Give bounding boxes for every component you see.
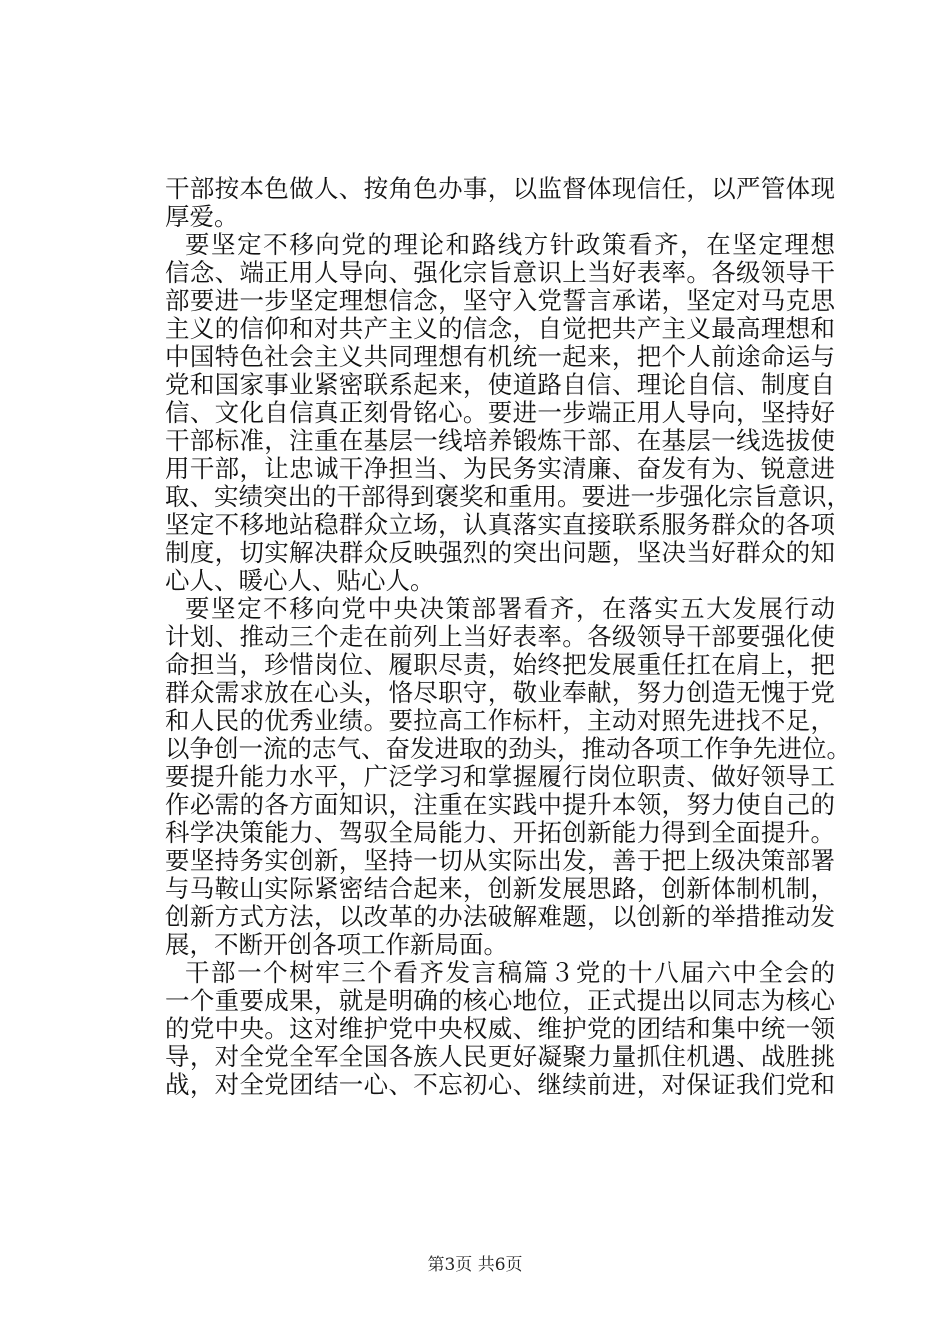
text-line: 坚定不移地站稳群众立场，认真落实直接联系服务群众的各项	[165, 510, 835, 539]
text-line: 要提升能力水平，广泛学习和掌握履行岗位职责、做好领导工	[165, 762, 835, 791]
text-line: 干部标准，注重在基层一线培养锻炼干部、在基层一线选拔使	[165, 426, 835, 455]
text-line: 以争创一流的志气、奋发进取的劲头，推动各项工作争先进位。	[165, 734, 851, 763]
text-line: 党和国家事业紧密联系起来，使道路自信、理论自信、制度自	[165, 370, 835, 399]
text-line: 战，对全党团结一心、不忘初心、继续前进，对保证我们党和	[165, 1070, 835, 1099]
text-line: 信、文化自信真正刻骨铭心。要进一步端正用人导向，坚持好	[165, 398, 835, 427]
text-line: 心人、暖心人、贴心人。	[165, 566, 435, 595]
text-line: 展，不断开创各项工作新局面。	[165, 930, 508, 959]
text-line: 和人民的优秀业绩。要拉高工作标杆，主动对照先进找不足，	[165, 706, 835, 735]
text-line: 厚爱。	[165, 202, 239, 231]
text-line: 要坚持务实创新，坚持一切从实际出发，善于把上级决策部署	[165, 846, 835, 875]
text-line: 用干部，让忠诚干净担当、为民务实清廉、奋发有为、锐意进	[165, 454, 835, 483]
text-line: 计划、推动三个走在前列上当好表率。各级领导干部要强化使	[165, 622, 835, 651]
text-line: 作必需的各方面知识，注重在实践中提升本领，努力使自己的	[165, 790, 835, 819]
text-line: 导，对全党全军全国各族人民更好凝聚力量抓住机遇、战胜挑	[165, 1042, 835, 1071]
text-line: 群众需求放在心头，恪尽职守，敬业奉献，努力创造无愧于党	[165, 678, 835, 707]
text-line: 命担当，珍惜岗位、履职尽责，始终把发展重任扛在肩上，把	[165, 650, 835, 679]
text-line: 与马鞍山实际紧密结合起来，创新发展思路，创新体制机制，	[165, 874, 835, 903]
text-line: 干部一个树牢三个看齐发言稿篇３党的十八届六中全会的	[185, 958, 835, 987]
text-line: 科学决策能力、驾驭全局能力、开拓创新能力得到全面提升。	[165, 818, 835, 847]
paragraph	[165, 594, 851, 959]
text-line: 一个重要成果，就是明确的核心地位，正式提出以同志为核心	[165, 986, 835, 1015]
page-footer: 第3页 共6页	[427, 1255, 523, 1275]
paragraph	[165, 175, 835, 231]
paragraph	[165, 959, 835, 1099]
text-line: 要坚定不移向党的理论和路线方针政策看齐，在坚定理想	[185, 230, 835, 259]
text-line: 中国特色社会主义共同理想有机统一起来，把个人前途命运与	[165, 342, 835, 371]
text-line: 取、实绩突出的干部得到褒奖和重用。要进一步强化宗旨意识，	[165, 482, 851, 511]
text-line: 创新方式方法，以改革的办法破解难题，以创新的举措推动发	[165, 902, 835, 931]
text-line: 干部按本色做人、按角色办事，以监督体现信任，以严管体现	[165, 174, 835, 203]
text-line: 信念、端正用人导向、强化宗旨意识上当好表率。各级领导干	[165, 258, 835, 287]
document-body	[165, 174, 851, 1099]
paragraph	[165, 230, 851, 595]
text-line: 的党中央。这对维护党中央权威、维护党的团结和集中统一领	[165, 1014, 835, 1043]
text-line: 主义的信仰和对共产主义的信念，自觉把共产主义最高理想和	[165, 314, 835, 343]
text-line: 制度，切实解决群众反映强烈的突出问题，坚决当好群众的知	[165, 538, 835, 567]
text-line: 部要进一步坚定理想信念，坚守入党誓言承诺，坚定对马克思	[165, 286, 835, 315]
text-line: 要坚定不移向党中央决策部署看齐，在落实五大发展行动	[185, 594, 835, 623]
